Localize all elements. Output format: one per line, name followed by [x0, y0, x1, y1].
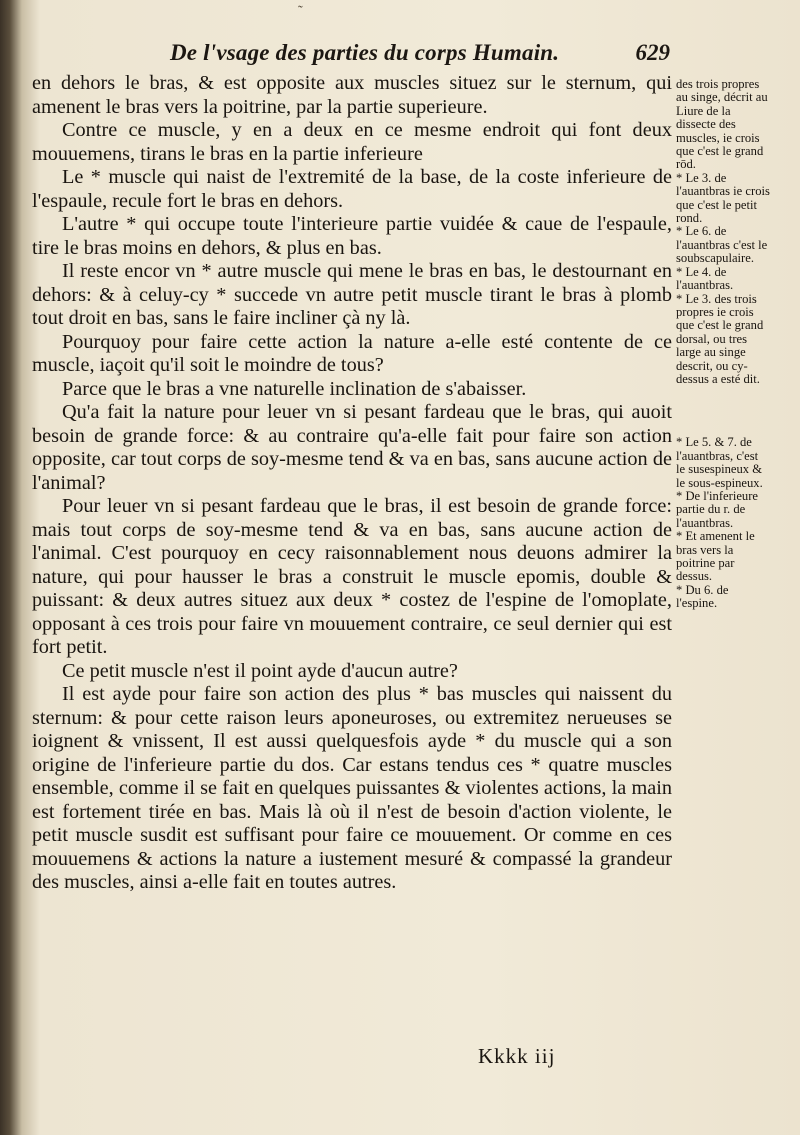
margin-note: * Le 3. des trois propres ie crois que c'est le grand dorsal, ou tres large au singe descrit, ou cy-dessus a esté dit. [676, 291, 764, 386]
running-title: De l'vsage des parties du corps Humain. [170, 40, 560, 65]
paragraph: Qu'a fait la nature pour leuer vn si pesant fardeau que le bras, qui auoit besoin de grande force: & au contraire qu'a-elle fait pour faire son action opposite, car tout corps de soy-mesme tend & va en bas, sans aucune action de l'animal? [32, 401, 672, 494]
margin-note: des trois propres au singe, décrit au Liure de la dissecte des muscles, ie crois que c'est le grand rōd. [676, 77, 768, 172]
margin-note: * De l'inferieure partie du r. de l'auantbras. [676, 488, 758, 530]
margin-notes [676, 78, 770, 611]
paragraph: Parce que le bras a vne naturelle inclination de s'abaisser. [62, 377, 527, 400]
margin-note: * Le 6. de l'auantbras c'est le soubscapulaire. [676, 224, 768, 266]
margin-note: * Le 4. de l'auantbras. [676, 264, 734, 293]
signature-mark: Kkkk iij [478, 1044, 556, 1068]
margin-note: * Le 3. de l'auantbras ie crois que c'est le petit rond. [676, 170, 770, 226]
page-header [170, 40, 670, 72]
margin-note: * Et amenent le bras vers la poitrine par dessus. [676, 529, 755, 584]
margin-gap [676, 386, 770, 436]
main-text [32, 72, 672, 895]
paragraph: Il reste encor vn * autre muscle qui mene le bras en bas, le destournant en dehors: & à celuy-cy * succede vn autre petit muscle tirant le bras à plomb tout droit en bas, sans le faire incliner çà ny là. [32, 260, 672, 329]
paragraph: Pourquoy pour faire cette action la nature a-elle esté contente de ce muscle, iaçoit qu'il soit le moindre de tous? [32, 330, 672, 376]
paragraph: Le * muscle qui naist de l'extremité de la base, de la coste inferieure de l'espaule, recule fort le bras en dehors. [32, 166, 672, 212]
paragraph: Ce petit muscle n'est il point ayde d'aucun autre? [62, 659, 458, 682]
margin-note: * Du 6. de l'espine. [676, 582, 729, 611]
paragraph: Il est ayde pour faire son action des plus * bas muscles qui naissent du sternum: & pour cette raison leurs aponeuroses, ou extremitez nerueuses se ioignent & vnissent, Il est aussi quelquesfois ayde * du muscle qui a son origine de l'inferieure partie du dos. Car estans tendus ces * quatre muscles ensemble, comme il se fait en quelques puissantes & violentes actions, la main est fortement tirée en bas. Mais là où il n'est de besoin d'action violente, le petit muscle susdit est suffisant pour faire ce mouuement. Or comme en ces mouuemens & actions la nature a iustement mesuré & compassé la grandeur des muscles, ainsi a-elle fait en toutes autres. [32, 683, 672, 893]
paragraph: en dehors le bras, & est opposite aux muscles situez sur le sternum, qui amenent le bras vers la poitrine, par la partie superieure. [32, 72, 672, 118]
paragraph: L'autre * qui occupe toute l'interieure partie vuidée & caue de l'espaule, tire le bras moins en dehors, & plus en bas. [32, 213, 672, 259]
paragraph: Contre ce muscle, y en a deux en ce mesme endroit qui font deux mouuemens, tirans le bras en la partie inferieure [32, 119, 672, 165]
paragraph: Pour leuer vn si pesant fardeau que le bras, il est besoin de grande force: mais tout corps de soy-mesme tend & va en bas, sans aucune action de l'animal. C'est pourquoy en cecy raisonnablement nous deuons admirer la nature, qui pour hausser le bras a construit le muscle epomis, double & puissant: & deux autres situez aux deux * costez de l'espine de l'omoplate, opposant à ces trois pour faire vn mouuement contraire, ce seul dernier qui est fort petit. [32, 495, 672, 658]
page-mark: ˜ [298, 4, 303, 19]
margin-note: * Le 5. & 7. de l'auantbras, c'est le susespineux & le sous-espineux. [676, 435, 763, 490]
page-number: 629 [635, 40, 670, 65]
